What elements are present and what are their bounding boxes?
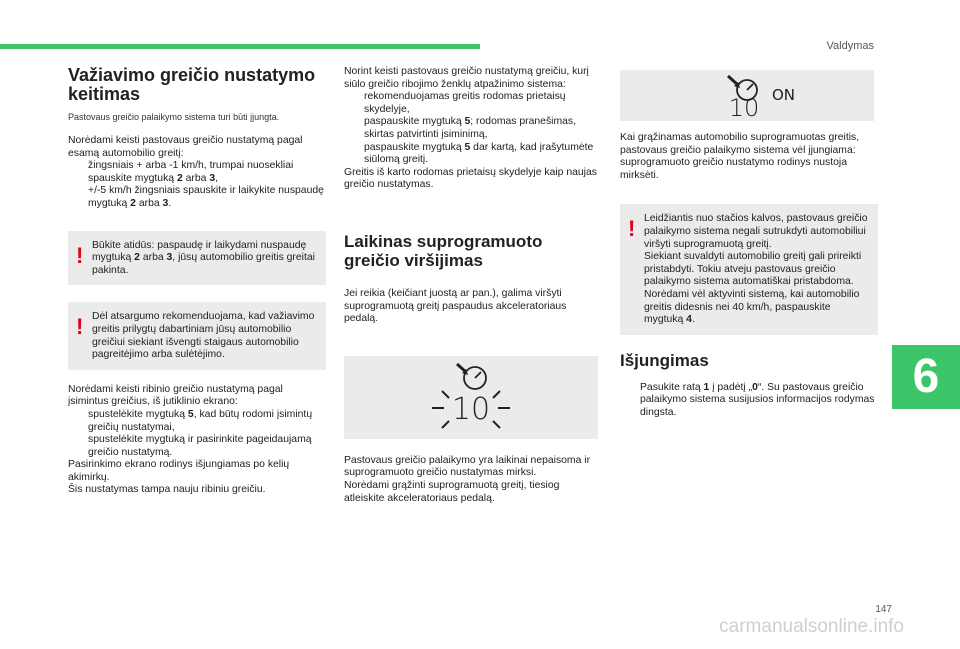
bullet-item: paspauskite mygtuką 5; rodomas pranešimas, skirtas patvirtinti įsiminimą, (364, 116, 576, 140)
warning-box (620, 204, 878, 334)
bullet-item: rekomenduojamas greitis rodomas prietaisų skydelyje, (364, 91, 566, 115)
column-3 (620, 70, 878, 420)
paragraph: Norėdami keisti pastovaus greičio nustatymą pagal esamą automobilio greitį: (68, 135, 303, 159)
subtitle: Pastovaus greičio palaikymo sistema turi būti įjungta. (68, 112, 280, 122)
bullet-item: Pasukite ratą 1 į padėtį „0“. Su pastovaus greičio palaikymo sistema susijusios informacijos rodymas dingsta. (640, 381, 875, 418)
warning-text: Siekiant suvaldyti automobilio greitį gali prireikti pristabdyti. Tokiu atveju pastovaus greičio palaikymo sistema automatiškai pristabdoma. (644, 251, 862, 288)
section-heading: Laikinas suprogramuoto greičio viršijimas (344, 231, 543, 270)
speed-restored-figure (620, 70, 874, 121)
paragraph: Norint keisti pastovaus greičio nustatymą greičiu, kurį siūlo greičio ribojimo ženklų atpažinimo sistema: (344, 66, 589, 90)
warning-box (68, 302, 326, 369)
paragraph: Jei reikia (keičiant juostą ar pan.), galima viršyti suprogramuotą greitį paspaudus akceleratoriaus pedalą. (344, 287, 567, 325)
bullet-item: spustelėkite mygtuką 5, kad būtų rodomi įsimintų greičių nustatymai, (88, 408, 313, 433)
warning-text: Dėl atsargumo rekomenduojama, kad važiavimo greitis prilygtų dabartiniam jūsų automobilio greičiui siekiant išvengti staigaus automobilio pagreitėjimo arba sulėtėjimo. (92, 311, 315, 361)
cruise-control-icon (457, 364, 486, 389)
paragraph: Norėdami keisti ribinio greičio nustatymą pagal įsimintus greičius, iš jutiklinio ekrano: (68, 383, 283, 408)
warning-text: Norėdami vėl aktyvinti sistemą, kai automobilio greitis didesnis nei 40 km/h, paspauskite mygtuką 4. (644, 288, 860, 326)
speed-exceeded-figure (344, 356, 598, 439)
speed-value-text: 10 (451, 391, 491, 427)
watermark: carmanualsonline.info (719, 616, 904, 637)
speed-restored-illustration (620, 70, 874, 121)
paragraph: Pasirinkimo ekrano rodinys išjungiamas po kelių akimirkų. (68, 459, 290, 483)
paragraph: Norėdami grąžinti suprogramuotą greitį, tiesiog atleiskite akceleratoriaus pedalą. (344, 479, 560, 504)
speed-exceeded-illustration (344, 356, 598, 439)
speed-value-text: 10 (728, 94, 760, 121)
bullet-item: paspauskite mygtuką 5 dar kartą, kad įrašytumėte siūlomą greitį. (364, 141, 594, 166)
bullet-item: spustelėkite mygtuką ir pasirinkite pageidaujamą greičio nustatymą. (88, 434, 312, 458)
paragraph: Pastovaus greičio palaikymo yra laikinai nepaisoma ir suprogramuoto greičio nustatymas mirksi. (344, 454, 591, 479)
section-heading: Važiavimo greičio nustatymo keitimas (68, 65, 316, 104)
warning-icon: ! (628, 216, 636, 242)
warning-icon: ! (76, 242, 84, 268)
on-label: ON (772, 86, 796, 104)
warning-text: Būkite atidūs: paspaudę ir laikydami nuspaudę mygtuką 2 arba 3, jūsų automobilio greitis greitai pakinta. (92, 239, 315, 276)
column-1 (68, 66, 326, 497)
warning-box (68, 231, 326, 286)
warning-text: Leidžiantis nuo stačios kalvos, pastovaus greičio palaikymo sistema negali sutrukdyti automobiliui viršyti suprogramuotą greitį. (644, 213, 868, 250)
section-title: Valdymas (826, 40, 874, 52)
top-accent-bar (0, 44, 480, 49)
section-heading: Išjungimas (620, 350, 709, 370)
paragraph: Kai grąžinamas automobilio suprogramuotas greitis, pastovaus greičio palaikymo sistema vėl įjungiama: suprogramuoto greičio nustatymo rodinys nustoja mirksėti. (620, 132, 860, 181)
column-2 (344, 66, 602, 505)
bullet-item: žingsniais + arba -1 km/h, trumpai nuosekliai spauskite mygtuką 2 arba 3, (88, 160, 294, 184)
page-number: 147 (875, 604, 892, 615)
warning-icon: ! (76, 314, 84, 340)
paragraph: Greitis iš karto rodomas prietaisų skydelyje kaip naujas greičio nustatymas. (344, 166, 597, 191)
bullet-item: +/-5 km/h žingsniais spauskite ir laikykite nuspaudę mygtuką 2 arba 3. (88, 185, 324, 209)
chapter-tab: 6 (892, 345, 960, 409)
paragraph: Šis nustatymas tampa nauju ribiniu greičiu. (68, 484, 266, 496)
